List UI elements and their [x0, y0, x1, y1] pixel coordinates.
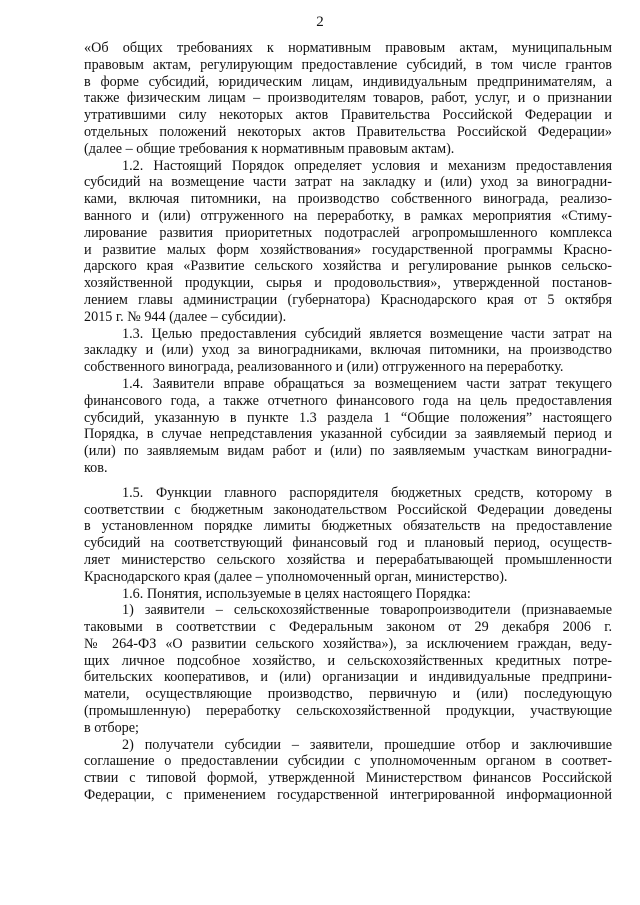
text-line: финансового года, а также отчетного финансового года на цель предоставления [84, 392, 612, 409]
text-line: бительских кооперативов, и (или) организации и индивидуальные предприни- [84, 669, 612, 686]
text-line: 1.5. Функции главного распорядителя бюджетных средств, которому в [122, 484, 612, 501]
text-line: собственного винограда, реализованного и (или) отгруженного на переработку. [84, 359, 564, 376]
text-line: (промышленную) переработку сельскохозяйственной продукции, участвующие [84, 703, 612, 720]
text-line: 1.6. Понятия, используемые в целях настоящего Порядка: [122, 585, 471, 602]
text-line: Федерации, с применением государственной интегрированной информационной [84, 787, 612, 804]
text-line: правовым актам, регулирующим предоставление субсидий, в том числе грантов [84, 56, 612, 73]
text-line: также физическим лицам – производителям товаров, работ, услуг, и о признании [84, 90, 612, 107]
text-line: лением главы администрации (губернатора) Краснодарского края от 5 октября [84, 291, 612, 308]
text-line: 1.3. Целью предоставления субсидий является возмещение части затрат на [122, 325, 612, 342]
text-line: субсидий на возмещение части затрат на закладку и (или) уход за виноградни- [84, 174, 612, 191]
text-line: (или) по заявляемым видам работ и (или) по заявляемым участкам виноградни- [84, 443, 612, 460]
page-number: 2 [316, 14, 324, 30]
text-line: хозяйственной продукции, сырья и продовольствия», утвержденной постанов- [84, 275, 612, 292]
text-line: Краснодарского края (далее – уполномоченный орган, министерство). [84, 568, 508, 585]
text-line: субсидий, указанную в пункте 1.3 раздела 1 “Общие положения” настоящего [84, 409, 612, 426]
text-line: 1.4. Заявители вправе обращаться за возмещением части затрат текущего [122, 375, 612, 392]
text-line: в установленном порядке лимиты бюджетных обязательств на предоставление [84, 518, 612, 535]
text-line: ванного и (или) отгруженного на переработку, в рамках мероприятия «Стиму- [84, 207, 612, 224]
text-line: ков. [84, 459, 108, 476]
text-line: ками, включая питомники, на производство собственного винограда, реализо- [84, 191, 612, 208]
text-line: матели, осуществляющие производство, первичную и (или) последующую [84, 686, 612, 703]
text-line: 2) получатели субсидии – заявители, прошедшие отбор и заключившие [122, 736, 612, 753]
text-line: (далее – общие требования к нормативным правовым актам). [84, 140, 455, 157]
text-line: Порядка, в случае непредставления указанной субсидии за заявляемый период и [84, 426, 612, 443]
text-line: в отборе; [84, 719, 139, 736]
text-line: таковыми в соответствии с Федеральным законом от 29 декабря 2006 г. [84, 619, 612, 636]
document-body [84, 40, 612, 804]
text-line: отдельных положений некоторых актов Правительства Российской Федерации» [84, 123, 612, 140]
text-line: ствии с типовой формой, утвержденной Министерством финансов Российской [84, 770, 612, 787]
text-line: дарского края «Развитие сельского хозяйства и регулирование рынков сельско- [84, 258, 612, 275]
text-line: в форме субсидий, юридическим лицам, индивидуальным предпринимателям, а [84, 73, 612, 90]
paragraph-gap [84, 477, 612, 485]
text-line: лирование развития приоритетных подотраслей агропромышленного комплекса [84, 224, 612, 241]
text-line: утратившими силу некоторых актов Правительства Российской Федерации и [84, 107, 612, 124]
text-line: № 264-ФЗ «О развитии сельского хозяйства»), за исключением граждан, веду- [84, 635, 612, 652]
text-line: субсидий на соответствующий финансовый год и плановый период, осуществ- [84, 535, 612, 552]
text-line: и развитие малых форм хозяйствования» государственной программы Красно- [84, 241, 612, 258]
text-line: соглашение о предоставлении субсидии с уполномоченным органом в соответ- [84, 753, 612, 770]
text-line: 1) заявители – сельскохозяйственные товаропроизводители (признаваемые [122, 602, 612, 619]
text-line: «Об общих требованиях к нормативным правовым актам, муниципальным [84, 40, 612, 56]
text-line: ляет министерство сельского хозяйства и перерабатывающей промышленности [84, 551, 612, 568]
text-line: соответствии с бюджетным законодательством Российской Федерации доведены [84, 501, 612, 518]
text-line: 2015 г. № 944 (далее – субсидии). [84, 308, 287, 325]
text-line: закладку и (или) уход за виноградниками, включая питомники, на производство [84, 342, 612, 359]
text-line: 1.2. Настоящий Порядок определяет условия и механизм предоставления [122, 157, 612, 174]
text-line: щих личное подсобное хозяйство, и сельскохозяйственных кредитных потре- [84, 652, 612, 669]
